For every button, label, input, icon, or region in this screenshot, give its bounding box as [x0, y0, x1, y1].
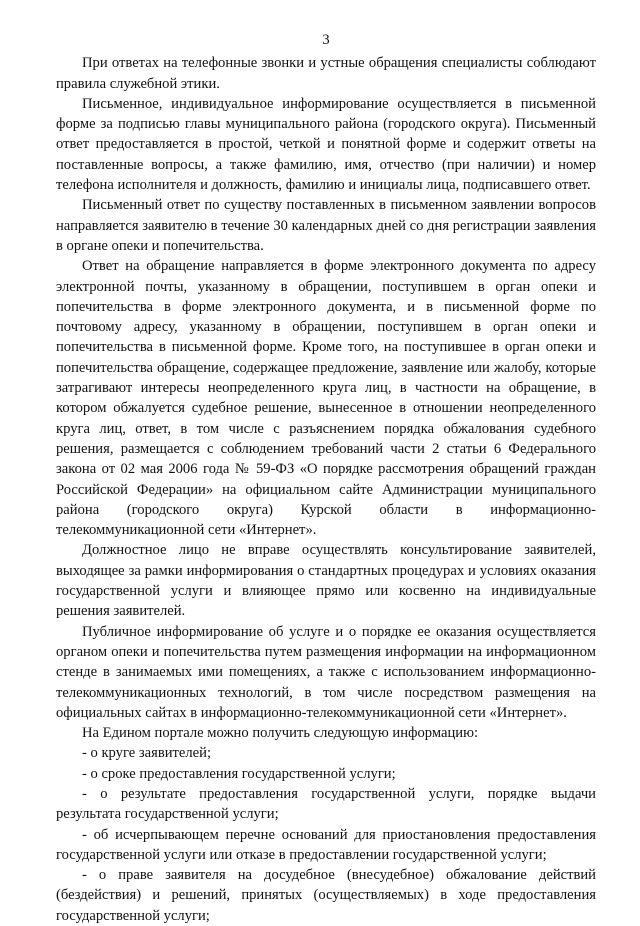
list-item-term: - о сроке предоставления государственной услуги; — [82, 765, 396, 782]
paragraph-ethics: При ответах на телефонные звонки и устные обращения специалисты соблюдают правила служебной этики. — [56, 55, 596, 92]
paragraph-response-delivery: Ответ на обращение направляется в форме электронного документа по адресу электронной почты, указанному в обращении, поступившем в орган опеки и попечительства в форме электронного документа, и в письменной форме по почтовому адресу, указанному в обращении, поступившем в орган опеки и попечительства в письменной форме. Кроме того, на поступившее в орган опеки и попечительства обращение, содержащее предложение, заявление или жалобу, которые затрагивают интересы неопределенного круга лиц, в частности на обращение, в котором обжалуется судебное решение, вынесенное в отношении неопределенного круга лиц, ответ, в том числе с разъяснением порядка обжалования судебного решения, размещается с соблюдением требований части 2 статьи 6 Федерального закона от 02 мая 2006 года № 59-ФЗ «О порядке рассмотрения обращений граждан Российской Федерации» на официальном сайте Администрации муниципального района (городского округа) Курской области в информационно-телекоммуникационной сети «Интернет». — [56, 258, 596, 539]
list-item-applicants: - о круге заявителей; — [82, 745, 211, 762]
list-item-suspension-grounds: - об исчерпывающем перечне оснований для приостановления предоставления государственной услуги или отказе в предоставлении государственной услуги; — [56, 826, 596, 863]
list-item-appeal-right: - о праве заявителя на досудебное (внесудебное) обжалование действий (бездействия) и решений, принятых (осуществляемых) в ходе предоставления государственной услуги; — [56, 867, 596, 924]
paragraph-consulting-limits: Должностное лицо не вправе осуществлять консультирование заявителей, выходящее за рамки информирования о стандартных процедурах и условиях оказания государственной услуги и влияющее прямо или косвенно на индивидуальные решения заявителей. — [56, 542, 596, 620]
paragraph-written-informing: Письменное, индивидуальное информирование осуществляется в письменной форме за подписью главы муниципального района (городского округа). Письменный ответ предоставляется в простой, четкой и понятной форме и содержит ответы на поставленные вопросы, а также фамилию, имя, отчество (при наличии) и номер телефона исполнителя и должность, фамилию и инициалы лица, подписавшего ответ. — [56, 95, 596, 194]
list-item-result: - о результате предоставления государственной услуги, порядке выдачи результата государственной услуги; — [56, 785, 596, 823]
page-number: 3 — [322, 32, 330, 48]
paragraph-public-informing: Публичное информирование об услуге и о порядке ее оказания осуществляется органом опеки и попечительства путем размещения информации на информационном стенде в занимаемых ими помещениях, а также с использованием информационно-телекоммуникационных технологий, в том числе посредством размещения на официальных сайтах в информационно-телекоммуникационной сети «Интернет». — [56, 623, 596, 721]
paragraph-response-deadline: Письменный ответ по существу поставленных в письменном заявлении вопросов направляется заявителю в течение 30 календарных дней со дня регистрации заявления в органе опеки и попечительства. — [56, 197, 596, 254]
paragraph-portal-intro: На Едином портале можно получить следующую информацию: — [82, 725, 479, 742]
